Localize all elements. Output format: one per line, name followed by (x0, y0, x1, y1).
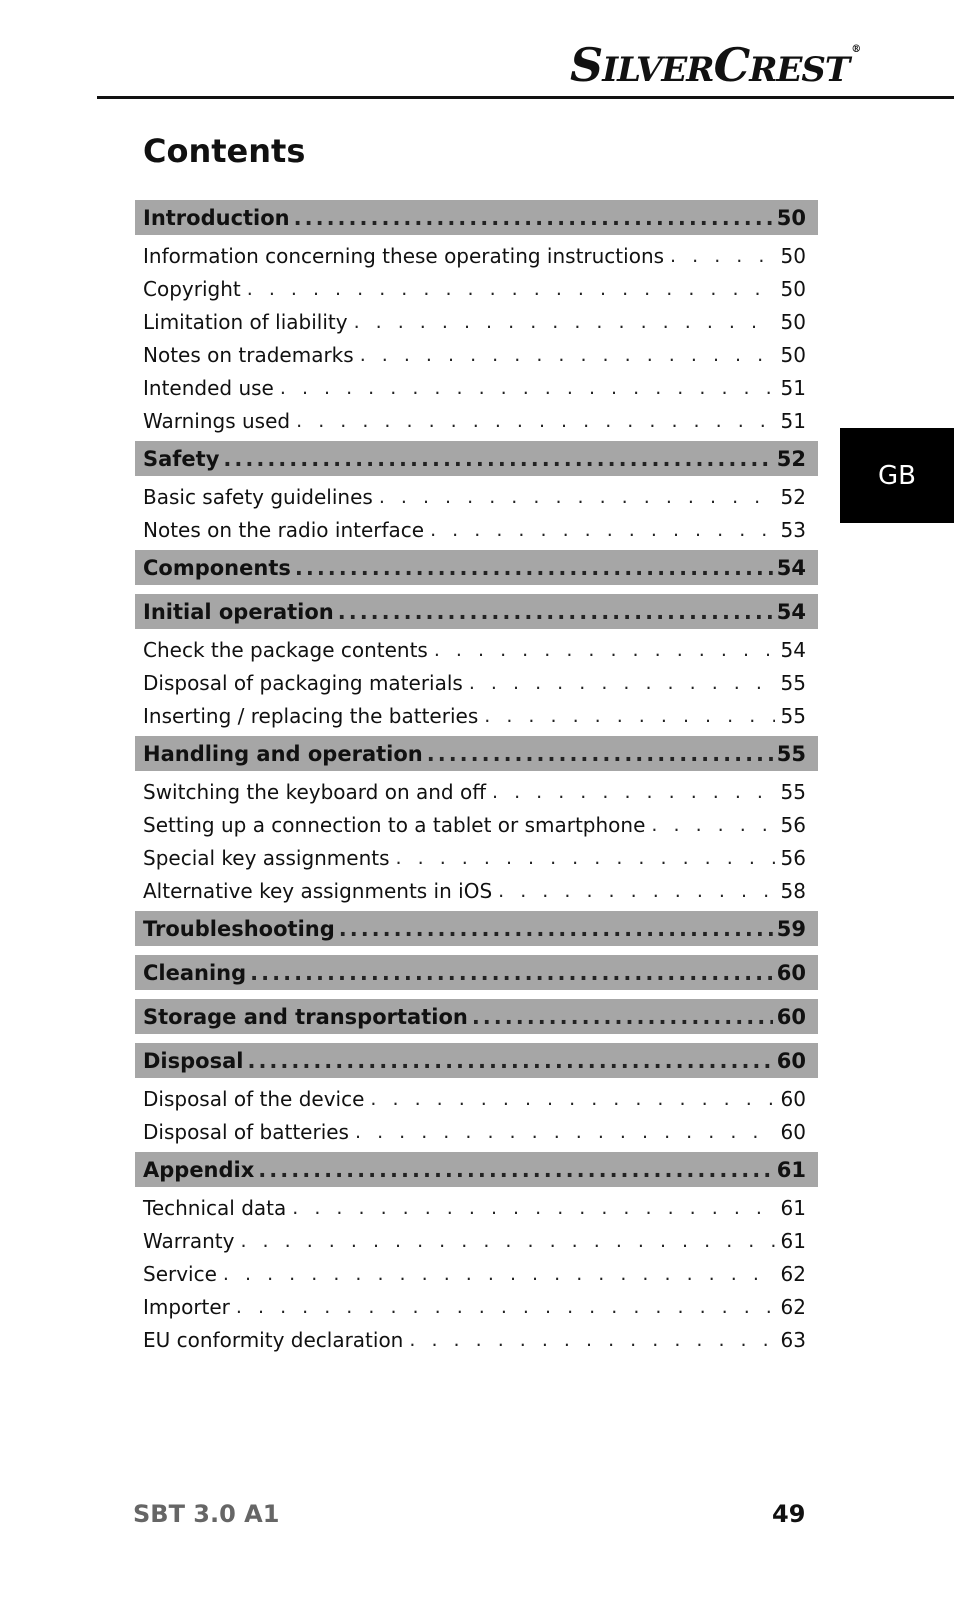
language-tab: GB (840, 428, 954, 523)
entry-label: Disposal of the device (143, 1086, 365, 1111)
entry-page: 52 (780, 484, 806, 509)
section-page: 50 (776, 205, 806, 230)
dot-leader (670, 245, 775, 267)
toc-entry[interactable] (135, 513, 818, 546)
dot-leader (296, 410, 774, 432)
toc-entry[interactable] (135, 1224, 818, 1257)
entry-page: 55 (780, 779, 806, 804)
toc-entry[interactable] (135, 775, 818, 808)
section-page: 61 (776, 1157, 806, 1182)
toc-entry[interactable] (135, 699, 818, 732)
entry-label: Technical data (143, 1195, 287, 1220)
toc-entry[interactable] (135, 1191, 818, 1224)
footer-page-number: 49 (772, 1500, 806, 1528)
toc-section-cleaning[interactable] (135, 955, 818, 990)
section-page: 59 (776, 916, 806, 941)
dot-leader (223, 447, 772, 471)
entry-page: 50 (780, 309, 806, 334)
entry-page: 55 (780, 670, 806, 695)
entry-label: Disposal of packaging materials (143, 670, 463, 695)
entry-page: 51 (780, 408, 806, 433)
entry-label: Service (143, 1261, 217, 1286)
entry-label: Switching the keyboard on and off (143, 779, 486, 804)
dot-leader (427, 742, 773, 766)
toc-entry[interactable] (135, 305, 818, 338)
dot-leader (339, 917, 773, 941)
section-label: Handling and operation (143, 741, 423, 766)
dot-leader (409, 1329, 774, 1351)
entry-page: 53 (780, 517, 806, 542)
section-page: 55 (776, 741, 806, 766)
entry-page: 56 (780, 845, 806, 870)
toc-section-introduction[interactable] (135, 200, 818, 235)
entry-page: 58 (780, 878, 806, 903)
dot-leader (430, 519, 774, 541)
toc-section-appendix[interactable] (135, 1152, 818, 1187)
dot-leader (379, 486, 775, 508)
entry-label: Copyright (143, 276, 241, 301)
toc-entry[interactable] (135, 633, 818, 666)
toc-entry[interactable] (135, 1290, 818, 1323)
entry-page: 50 (780, 243, 806, 268)
dot-leader (370, 1088, 774, 1110)
entry-label: Notes on the radio interface (143, 517, 425, 542)
dot-leader (294, 206, 773, 230)
footer-model: SBT 3.0 A1 (133, 1500, 280, 1528)
entry-label: Basic safety guidelines (143, 484, 373, 509)
toc-entry[interactable] (135, 808, 818, 841)
toc-section-handling[interactable] (135, 736, 818, 771)
dot-leader (258, 1158, 772, 1182)
section-page: 60 (776, 1048, 806, 1073)
dot-leader (236, 1296, 775, 1318)
section-page: 54 (776, 555, 806, 580)
dot-leader (396, 847, 775, 869)
dot-leader (247, 278, 775, 300)
toc-entry[interactable] (135, 272, 818, 305)
entry-label: Information concerning these operating instructions (143, 243, 665, 268)
toc-section-safety[interactable] (135, 441, 818, 476)
dot-leader (651, 814, 774, 836)
entry-label: Intended use (143, 375, 274, 400)
header-rule (97, 96, 954, 99)
toc-entry[interactable] (135, 1082, 818, 1115)
dot-leader (280, 377, 775, 399)
entry-label: Inserting / replacing the batteries (143, 703, 479, 728)
entry-page: 55 (780, 703, 806, 728)
dot-leader (250, 961, 773, 985)
entry-page: 63 (780, 1327, 806, 1352)
entry-page: 61 (780, 1228, 806, 1253)
dot-leader (247, 1049, 772, 1073)
brand-logo: SILVERCREST® (570, 38, 861, 92)
entry-label: Check the package contents (143, 637, 428, 662)
toc-entry[interactable] (135, 666, 818, 699)
entry-label: EU conformity declaration (143, 1327, 404, 1352)
dot-leader (295, 556, 773, 580)
dot-leader (338, 600, 773, 624)
entry-page: 50 (780, 276, 806, 301)
dot-leader (360, 344, 775, 366)
toc-entry[interactable] (135, 841, 818, 874)
entry-page: 51 (780, 375, 806, 400)
entry-page: 56 (780, 812, 806, 837)
entry-page: 54 (780, 637, 806, 662)
dot-leader (240, 1230, 774, 1252)
dot-leader (492, 781, 775, 803)
dot-leader (223, 1263, 775, 1285)
entry-label: Setting up a connection to a tablet or smartphone (143, 812, 646, 837)
entry-page: 50 (780, 342, 806, 367)
entry-label: Warnings used (143, 408, 291, 433)
toc-entry[interactable] (135, 1115, 818, 1148)
entry-label: Warranty (143, 1228, 235, 1253)
dot-leader (292, 1197, 774, 1219)
toc-section-disposal[interactable] (135, 1043, 818, 1078)
toc-entry[interactable] (135, 239, 818, 272)
toc-section-initial-operation[interactable] (135, 594, 818, 629)
section-label: Components (143, 555, 291, 580)
page-title: Contents (143, 132, 306, 170)
section-label: Disposal (143, 1048, 244, 1073)
entry-label: Special key assignments (143, 845, 390, 870)
section-label: Appendix (143, 1157, 255, 1182)
dot-leader (434, 639, 775, 661)
dot-leader (469, 672, 775, 694)
entry-page: 61 (780, 1195, 806, 1220)
entry-page: 62 (780, 1261, 806, 1286)
dot-leader (355, 1121, 775, 1143)
entry-page: 60 (780, 1086, 806, 1111)
entry-label: Limitation of liability (143, 309, 348, 334)
section-page: 54 (776, 599, 806, 624)
table-of-contents (135, 200, 818, 1356)
section-label: Safety (143, 446, 220, 471)
section-label: Introduction (143, 205, 290, 230)
dot-leader (354, 311, 775, 333)
section-page: 60 (776, 1004, 806, 1029)
toc-entry[interactable] (135, 480, 818, 513)
toc-entry[interactable] (135, 338, 818, 371)
entry-label: Disposal of batteries (143, 1119, 349, 1144)
dot-leader (498, 880, 774, 902)
toc-entry[interactable] (135, 1323, 818, 1356)
entry-label: Notes on trademarks (143, 342, 354, 367)
toc-entry[interactable] (135, 371, 818, 404)
section-label: Troubleshooting (143, 916, 335, 941)
toc-entry[interactable] (135, 1257, 818, 1290)
section-page: 60 (776, 960, 806, 985)
section-label: Initial operation (143, 599, 334, 624)
section-page: 52 (776, 446, 806, 471)
entry-label: Importer (143, 1294, 230, 1319)
toc-section-troubleshooting[interactable] (135, 911, 818, 946)
toc-entry[interactable] (135, 874, 818, 907)
entry-page: 60 (780, 1119, 806, 1144)
toc-section-components[interactable] (135, 550, 818, 585)
entry-page: 62 (780, 1294, 806, 1319)
dot-leader (484, 705, 774, 727)
toc-section-storage[interactable] (135, 999, 818, 1034)
entry-label: Alternative key assignments in iOS (143, 878, 493, 903)
toc-entry[interactable] (135, 404, 818, 437)
section-label: Storage and transportation (143, 1004, 468, 1029)
dot-leader (472, 1005, 773, 1029)
section-label: Cleaning (143, 960, 247, 985)
